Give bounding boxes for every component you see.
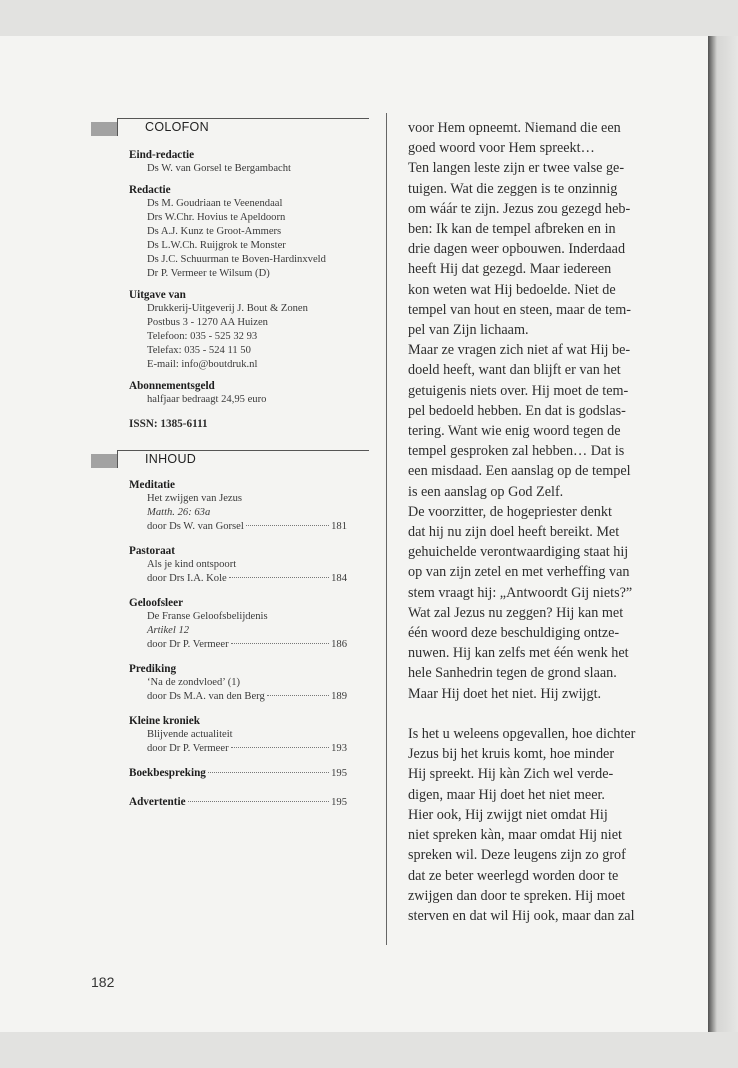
toc-pastoraat: Pastoraat Als je kind ontspoort door Drs I.A. Kole 184 [129,545,347,584]
toc-page-number: 189 [331,691,347,702]
text-line: nuwen. Hij kan zelfs met één wenk het [408,645,629,662]
text-line: Maar Hij doet het niet. Hij zwijgt. [408,685,602,702]
text-line: drie dagen weer opbouwen. Inderdaad [408,241,626,258]
text-line: op van zijn zetel en met verheffing van [408,564,630,581]
header-marker-block [91,454,117,468]
toc-meditatie: Meditatie Het zwijgen van Jezus Matth. 26: 63a door Ds W. van Gorsel 181 [129,479,347,532]
toc-page-number: 186 [331,639,347,650]
text-line: gehuichelde verontwaardiging staat hij [408,544,629,561]
inhoud-header [91,450,369,468]
toc-page-number: 195 [331,797,347,808]
header-rule [117,450,369,451]
text-line: kon weten wat Hij bedoelde. Niet de [408,281,616,298]
text-line: Jezus bij het kruis komt, hoe minder [408,746,615,763]
text-line: Maar ze vragen zich niet af wat Hij be- [408,342,631,359]
text-line: Ten langen leste zijn er twee valse ge- [408,160,625,177]
body-text-column [408,118,698,926]
issn: ISSN: 1385-6111 [129,418,208,430]
text-line: dat hij nu zijn doel heeft bereikt. Met [408,524,620,541]
text-line: tuigen. Wat die zeggen is te onzinnig [408,180,618,197]
colofon-heading: COLOFON [145,120,209,134]
text-line: digen, maar Hij doet het niet meer. [408,786,605,803]
text-line: tempel van hout en steen, maar de tem- [408,301,631,318]
text-line: dat ze beter weerlegd worden door te [408,867,619,884]
header-rule [117,118,369,119]
text-line: pel bedoeld hebben. En dat is godslas- [408,402,626,419]
text-line: Is het u weleens opgevallen, hoe dichter [408,726,636,743]
text-line: tempel gesproken zal hebben… Dat is [408,443,625,460]
toc-advertentie: Advertentie 195 [129,796,347,808]
text-line: spreken wil. Deze leugens zijn zo grof [408,847,626,864]
text-line: goed woord voor Hem spreekt… [408,140,595,157]
text-line: doeld heeft, want dan blijft er van het [408,362,621,379]
text-line: om wáár te zijn. Jezus zou gezegd heb- [408,200,631,217]
text-line: sterven en dat wil Hij ook, maar dan zal [408,907,635,924]
text-line: zwijgen dan door te spreken. Hij moet [408,887,626,904]
colofon-group-uitgave: Uitgave van Drukkerij-Uitgeverij J. Bout & Zonen Postbus 3 - 1270 AA Huizen Telefoon: 035 - 525 32 93 Telefax: 035 - 524 11 50 E-mail: info@boutdruk.nl [129,289,308,370]
text-line: Wat zal Jezus nu zeggen? Hij kan met [408,604,624,621]
colofon-group-eindredactie: Eind-redactie Ds W. van Gorsel te Bergambacht [129,149,291,174]
toc-kleine-kroniek: Kleine kroniek Blijvende actualiteit door Dr P. Vermeer 193 [129,715,347,754]
text-line: Hij spreekt. Hij kàn Zich wel verde- [408,766,614,783]
text-line: is een aanslag op God Zelf. [408,483,564,500]
toc-page-number: 195 [331,768,347,779]
text-line: Hier ook, Hij zwijgt niet omdat Hij [408,806,608,823]
text-line: een misdaad. Een aanslag op de tempel [408,463,631,480]
toc-page-number: 184 [331,573,347,584]
toc-geloofsleer: Geloofsleer De Franse Geloofsbelijdenis Artikel 12 door Dr P. Vermeer 186 [129,597,347,650]
text-line: heeft Hij dat gezegd. Maar iedereen [408,261,612,278]
text-line: pel van Zijn lichaam. [408,322,529,339]
toc-boekbespreking: Boekbespreking 195 [129,767,347,779]
text-line: stem vraagt hij: „Antwoordt Gij niets?” [408,584,633,601]
text-line: voor Hem opneemt. Niemand die een [408,120,621,136]
colofon-group-abonnement: Abonnementsgeld halfjaar bedraagt 24,95 euro [129,380,267,405]
text-line: De voorzitter, de hogepriester denkt [408,503,612,520]
text-line: niet spreken kàn, maar omdat Hij niet [408,827,622,844]
book-spine-shadow [708,36,738,1032]
page-number: 182 [91,974,115,990]
inhoud-heading: INHOUD [145,452,197,466]
header-marker-block [91,122,117,136]
colofon-group-redactie: Redactie Ds M. Goudriaan te Veenendaal Drs W.Chr. Hovius te Apeldoorn Ds A.J. Kunz te Groot-Ammers Ds L.W.Ch. Ruijgrok te Monster Ds J.C. Schuurman te Boven-Hardinxveld Dr P. Vermeer te Wilsum (D) [129,184,326,279]
text-line: tering. Want wie enig woord tegen de [408,423,621,440]
column-divider [386,113,387,945]
toc-prediking: Prediking ‘Na de zondvloed’ (1) door Ds M.A. van den Berg 189 [129,663,347,702]
text-line: hele Sanhedrin tegen de grond slaan. [408,665,617,682]
left-column [91,118,369,810]
text-line: één woord deze beschuldiging ontze- [408,625,620,642]
colofon-header [91,118,369,136]
toc-page-number: 181 [331,521,347,532]
toc-page-number: 193 [331,743,347,754]
text-line: getuigenis niets over. Hij moet de tem- [408,382,629,399]
text-line: ben: Ik kan de tempel afbreken en in [408,221,616,238]
